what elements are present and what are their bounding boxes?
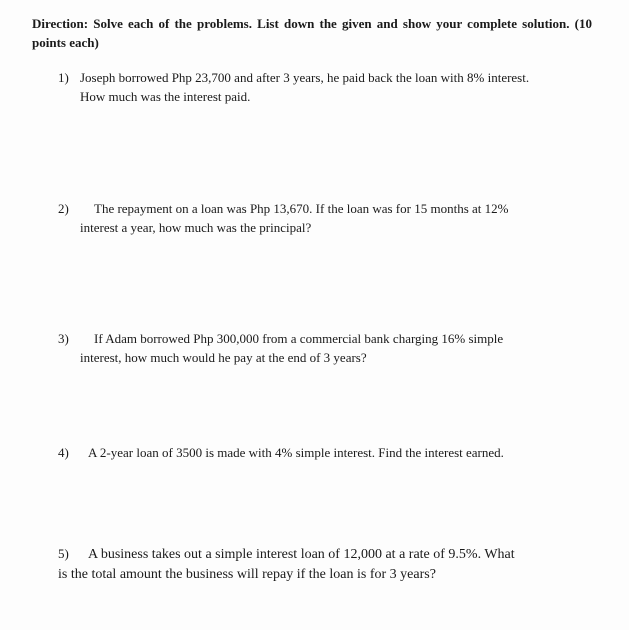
problem-text-line-2: interest, how much would he pay at the end of 3 years? (80, 350, 367, 365)
directions-heading: Direction: Solve each of the problems. List down the given and show your complete solution. (10 points each) (32, 16, 592, 50)
problem-text-line-1: A business takes out a simple interest loan of 12,000 at a rate of 9.5%. What (88, 547, 515, 562)
problem-number: 3) (58, 331, 69, 346)
problem-number: 5) (58, 546, 69, 561)
problem-text-line-2: interest a year, how much was the principal? (80, 220, 312, 235)
problem-3 (58, 329, 578, 367)
problem-text-line-2: How much was the interest paid. (80, 89, 251, 104)
problem-4 (58, 443, 578, 462)
problem-text-line-1: If Adam borrowed Php 300,000 from a commercial bank charging 16% simple (94, 331, 504, 346)
problem-text-line-2: is the total amount the business will repay if the loan is for 3 years? (58, 567, 436, 582)
problem-1 (58, 68, 578, 106)
problem-5 (58, 544, 588, 585)
problem-2 (58, 199, 578, 237)
problem-text-line-1: Joseph borrowed Php 23,700 and after 3 years, he paid back the loan with 8% interest. (80, 70, 530, 85)
problem-text-line-1: A 2-year loan of 3500 is made with 4% simple interest. Find the interest earned. (88, 445, 504, 460)
problem-number: 2) (58, 201, 69, 216)
problem-text-line-1: The repayment on a loan was Php 13,670. If the loan was for 15 months at 12% (94, 201, 509, 216)
problem-number: 1) (58, 70, 69, 85)
problem-number: 4) (58, 445, 69, 460)
